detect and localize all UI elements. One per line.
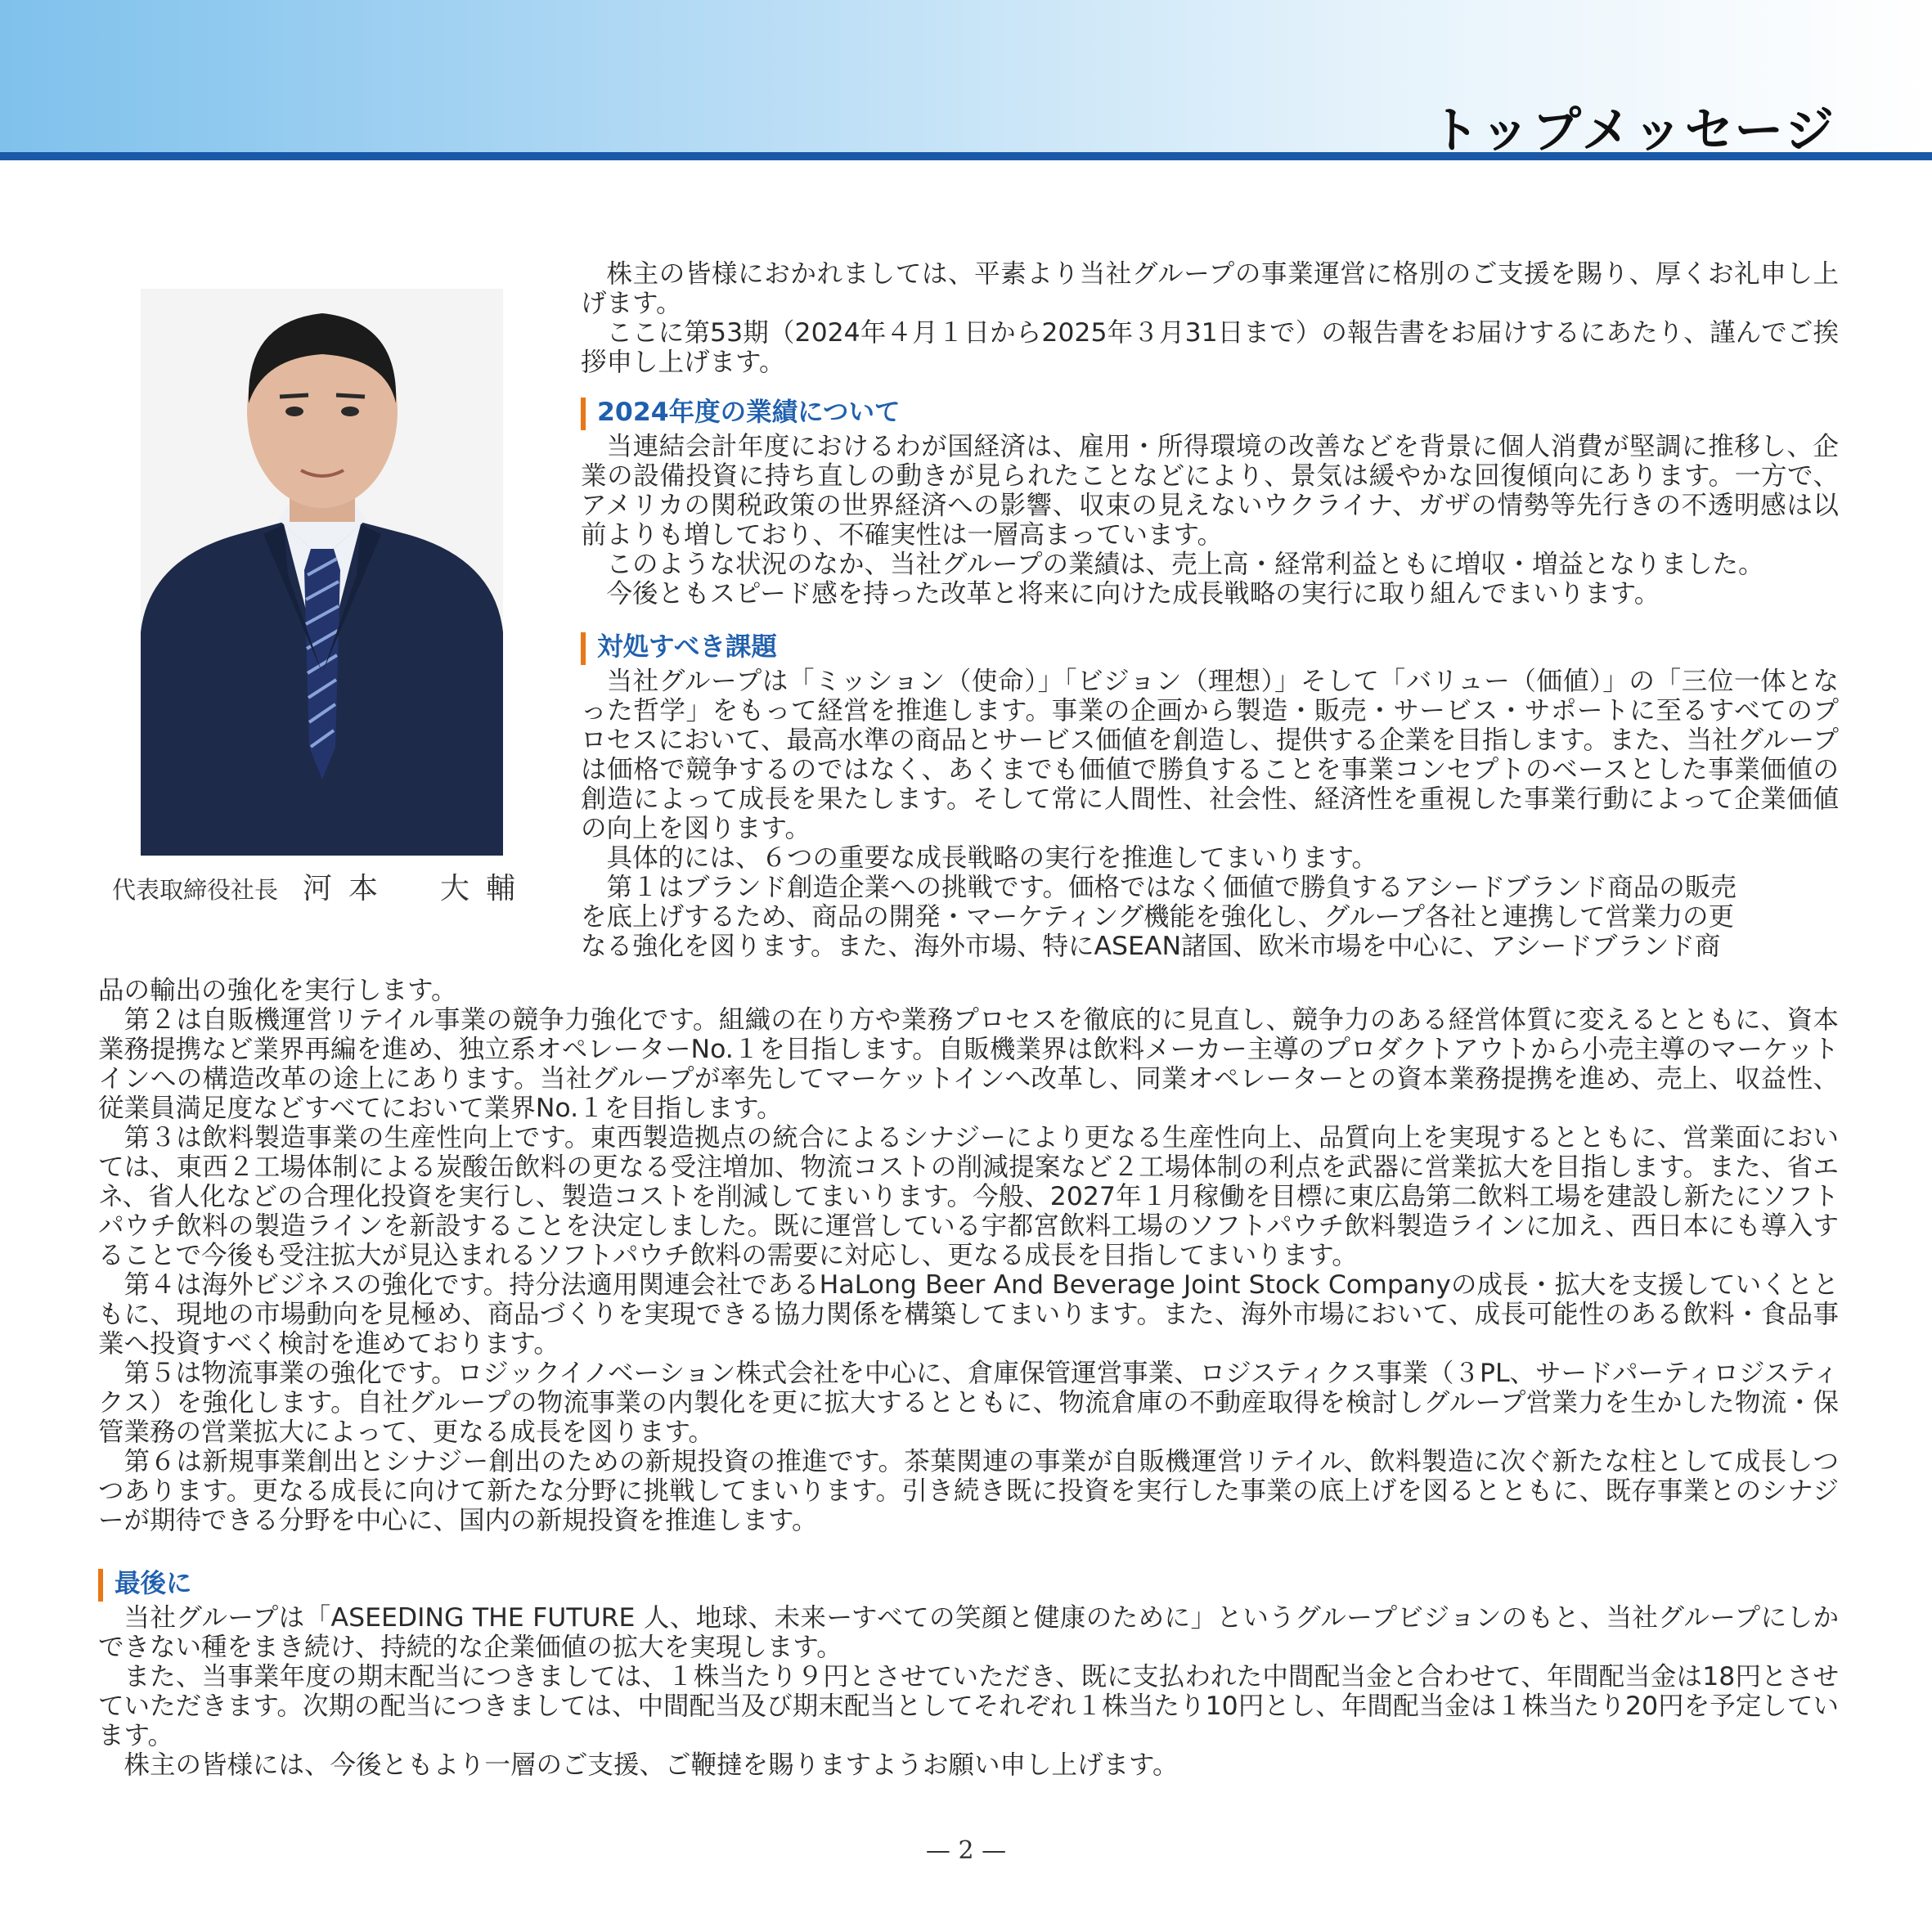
body-paragraph-line: なる強化を図ります。また、海外市場、特にASEAN諸国、欧米市場を中心に、アシードブランド商	[581, 932, 1721, 961]
body-paragraph: 株主の皆様には、今後ともより一層のご支援、ご鞭撻を賜りますようお願い申し上げます。	[124, 1750, 1179, 1780]
section-heading-issues: 対処すべき課題	[581, 632, 777, 665]
page-number: — 2 —	[925, 1836, 1007, 1865]
body-paragraph: 当連結会計年度におけるわが国経済は、雇用・所得環境の改善などを背景に個人消費が堅調に推移し、企業の設備投資に持ち直しの動きが見られたことなどにより、景気は緩やかな回復傾向にあります。一方で、アメリカの関税政策の世界経済への影響、収束の見えないウクライナ、ガザの情勢等先行きの不透明感は以前よりも増しており、不確実性は一層高まっています。	[581, 432, 1839, 550]
page-title: トップメッセージ	[1430, 102, 1836, 160]
body-paragraph: 当社グループは「ミッション（使命）」「ビジョン（理想）」そして「バリュー（価値）」の「三位一体となった哲学」をもって経営を推進します。事業の企画から製造・販売・サービス・サポートに至るすべてのプロセスにおいて、最高水準の商品とサービス価値を創造し、提供する企業を目指します。また、当社グループは価格で競争するのではなく、あくまでも価値で勝負することを事業コンセプトのベースとした事業価値の創造によって成長を果たします。そして常に人間性、社会性、経済性を重視した事業行動によって企業価値の向上を図ります。	[581, 667, 1839, 843]
body-paragraph: 今後ともスピード感を持った改革と将来に向けた成長戦略の実行に取り組んでまいります。	[606, 579, 1660, 609]
president-photo	[141, 289, 503, 856]
body-paragraph: 第３は飲料製造事業の生産性向上です。東西製造拠点の統合によるシナジーにより更なる生産性向上、品質向上を実現するとともに、営業面においては、東西２工場体制による炭酸缶飲料の更なる受注増加、物流コストの削減提案など２工場体制の利点を武器に営業拡大を目指します。また、省エネ、省人化などの合理化投資を実行し、製造コストを削減してまいります。今般、2027年１月稼働を目標に東広島第二飲料工場を建設し新たにソフトパウチ飲料の製造ラインを新設することを決定しました。既に運営している宇都宮飲料工場のソフトパウチ飲料製造ラインに加え、西日本にも導入することで今後も受注拡大が見込まれるソフトパウチ飲料の需要に対応し、更なる成長を目指してまいります。	[98, 1123, 1839, 1270]
body-paragraph-line: を底上げするため、商品の開発・マーケティング機能を強化し、グループ各社と連携して営業力の更	[581, 902, 1734, 932]
intro-paragraph: 株主の皆様におかれましては、平素より当社グループの事業運営に格別のご支援を賜り、厚くお礼申し上げます。	[581, 259, 1839, 318]
caption-role: 代表取締役社長	[112, 876, 279, 904]
section-issues-continued	[98, 976, 1839, 1535]
body-paragraph: 第４は海外ビジネスの強化です。持分法適用関連会社であるHaLong Beer And Beverage Joint Stock Companyの成長・拡大を支援していくとともに、現地の市場動向を見極め、商品づくりを実現できる協力関係を構築してまいります。また、海外市場において、成長可能性のある飲料・食品事業へ投資すべく検討を進めております。	[98, 1270, 1839, 1359]
intro-text	[581, 259, 1839, 377]
section-results-text	[581, 432, 1839, 609]
body-paragraph: 第６は新規事業創出とシナジー創出のための新規投資の推進です。茶葉関連の事業が自販機運営リテイル、飲料製造に次ぐ新たな柱として成長しつつあります。更なる成長に向けて新たな分野に挑戦してまいります。引き続き既に投資を実行した事業の底上げを図るとともに、既存事業とのシナジーが期待できる分野を中心に、国内の新規投資を推進します。	[98, 1447, 1839, 1535]
body-paragraph: このような状況のなか、当社グループの業績は、売上高・経常利益ともに増収・増益となりました。	[606, 550, 1764, 579]
body-paragraph: 具体的には、６つの重要な成長戦略の実行を推進してまいります。	[606, 843, 1377, 873]
body-paragraph-line: 第１はブランド創造企業への挑戦です。価格ではなく価値で勝負するアシードブランド商品の販売	[606, 873, 1737, 902]
section-heading-results: 2024年度の業績について	[581, 398, 901, 430]
body-paragraph: 第５は物流事業の強化です。ロジックイノベーション株式会社を中心に、倉庫保管運営事業、ロジスティクス事業（３PL、サードパーティロジスティクス）を強化します。自社グループの物流事業の内製化を更に拡大するとともに、物流倉庫の不動産取得を検討しグループ営業力を生かした物流・保管業務の営業拡大によって、更なる成長を図ります。	[98, 1359, 1839, 1447]
caption-name: 河本 大輔	[303, 872, 532, 905]
intro-paragraph: ここに第53期（2024年４月１日から2025年３月31日まで）の報告書をお届けするにあたり、謹んでご挨拶申し上げます。	[581, 318, 1839, 377]
section-closing-text	[98, 1603, 1839, 1780]
body-paragraph: また、当事業年度の期末配当につきましては、１株当たり９円とさせていただき、既に支払われた中間配当金と合わせて、年間配当金は18円とさせていただきます。次期の配当につきましては、中間配当及び期末配当としてそれぞれ１株当たり10円とし、年間配当金は１株当たり20円を予定しています。	[98, 1662, 1839, 1750]
section-heading-closing: 最後に	[98, 1569, 192, 1602]
section-issues-text	[581, 667, 1839, 961]
body-paragraph: 品の輸出の強化を実行します。	[98, 976, 457, 1005]
photo-caption	[112, 865, 532, 907]
body-paragraph: 第２は自販機運営リテイル事業の競争力強化です。組織の在り方や業務プロセスを徹底的に見直し、競争力のある経営体質に変えるとともに、資本業務提携など業界再編を進め、独立系オペレーターNo.１を目指します。自販機業界は飲料メーカー主導のプロダクトアウトから小売主導のマーケットインへの構造改革の途上にあります。当社グループが率先してマーケットインへ改革し、同業オペレーターとの資本業務提携を進め、売上、収益性、従業員満足度などすべてにおいて業界No.１を目指します。	[98, 1005, 1839, 1123]
body-paragraph: 当社グループは「ASEEDING THE FUTURE 人、地球、未来ーすべての笑顔と健康のために」というグループビジョンのもと、当社グループにしかできない種をまき続け、持続的な企業価値の拡大を実現します。	[98, 1603, 1839, 1662]
